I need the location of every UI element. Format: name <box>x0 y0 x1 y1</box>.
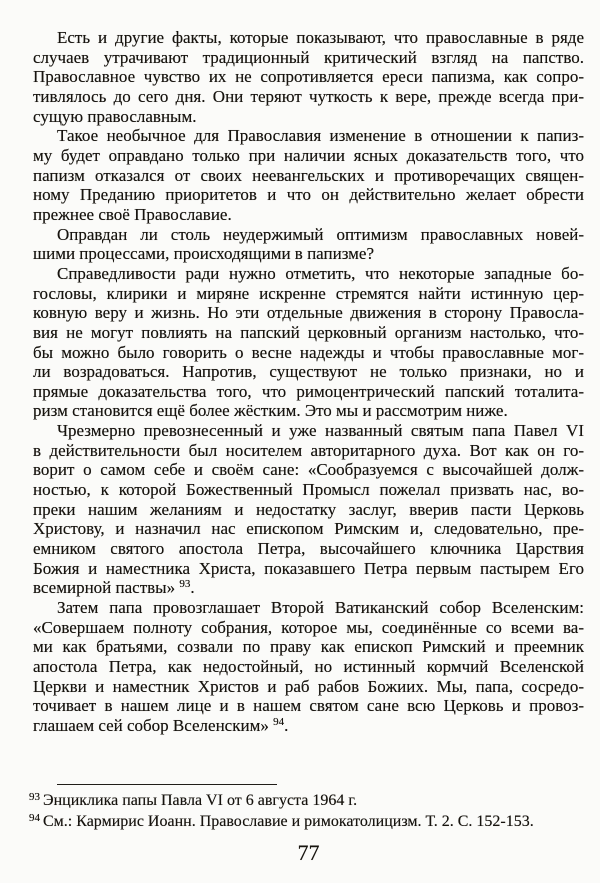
footnote-marker: 94 <box>29 811 40 824</box>
page-number: 77 <box>297 840 320 865</box>
text-line: тивлялось до сего дня. Они теряют чуткость к вере, прежде всегда при- <box>33 86 584 106</box>
footnote-separator <box>57 784 277 785</box>
text-line: точивает в нашем лице и в нашем святом сане всю Церковь и провоз- <box>33 696 584 716</box>
footnote-ref: 93 <box>179 578 191 591</box>
text-line: Православное чувство их не сопротивляется ереси папизма, как сопро- <box>33 67 584 87</box>
text-line: случаев утрачивают традиционный критический взгляд на папство. <box>33 47 584 67</box>
text-line: ному Преданию приоритетов и что он действительно желает обрести <box>33 185 584 205</box>
text-line: Затем папа провозглашает Второй Ватиканский собор Вселенским: <box>57 598 584 618</box>
text-line: сущую православным. <box>33 106 197 126</box>
text-line: ностью, к которой Божественный Промысл пожелал призвать нас, во- <box>33 480 584 500</box>
text-line: Есть и другие факты, которые показывают, что православные в ряде <box>57 28 584 47</box>
text-line: Такое необычное для Православия изменение в отношении к папиз- <box>57 126 584 146</box>
text-line: ковную веру и жизнь. Но эти отдельные движения в сторону Правосла- <box>33 303 584 323</box>
text-line: прямые доказательства того, что римоцентрический папский тоталита- <box>33 381 584 401</box>
paragraph <box>33 28 584 126</box>
text-line: Христову, и назначил нас епископом Римским и, следовательно, пре- <box>33 519 584 539</box>
text-line: ризм становится ещё более жёстким. Это мы и рассмотрим ниже. <box>33 401 508 421</box>
text-line: гословы, клирики и миряне искренне стремятся найти истинную цер- <box>33 283 584 303</box>
text-line: бы можно было говорить о весне надежды и чтобы православные мог- <box>33 342 584 362</box>
text-line: емником святого апостола Петра, высочайшего ключника Царствия <box>33 539 584 559</box>
footnote-ref: 94 <box>273 715 285 728</box>
text-line: Справедливости ради нужно отметить, что некоторые западные бо- <box>57 263 584 283</box>
text-line: ли возрадоваться. Напротив, существуют не только признаки, но и <box>33 362 584 382</box>
paragraph <box>33 225 584 264</box>
text-line: шими процессами, происходящими в папизме? <box>33 244 375 264</box>
text-line: прежнее своё Православие. <box>33 204 232 224</box>
text-line: вия не могут повлиять на папский церковный организм настолько, что- <box>33 322 584 342</box>
footnote <box>29 791 581 812</box>
footnote <box>29 812 581 833</box>
footnotes <box>29 791 581 833</box>
text-line: преки нашим желаниям и недостатку заслуг, вверив пасти Церковь <box>33 499 584 519</box>
body-text <box>33 28 584 736</box>
footnote-text: См.: Кармирис Иоанн. Православие и римокатолицизм. Т. 2. С. 152-153. <box>43 812 534 830</box>
text-line: Церкви и наместник Христов и раб рабов Божиих. Мы, папа, сосредо- <box>33 676 584 696</box>
text-line: Чрезмерно превознесенный и уже названный святым папа Павел VI <box>57 421 584 441</box>
text-line: папизм отказался от своих неевангельских и противоречащих священ- <box>33 165 584 185</box>
text-line: глашаем сей собор Вселенским» $^{94}$. <box>33 715 289 735</box>
text-line: ми как братьями, созвали по праву как епископ Римский и преемник <box>33 637 584 657</box>
paragraph <box>33 421 584 598</box>
footnote-text: Энциклика папы Павла VI от 6 августа 1964 г. <box>43 792 358 809</box>
paragraph <box>33 126 584 224</box>
text-line: Божия и наместника Христа, показавшего Петра первым пастырем Его <box>33 558 584 578</box>
text-line: всемирной паствы» $^{93}$. <box>33 578 195 598</box>
text-line: апостола Петра, как недостойный, но истинный кормчий Вселенской <box>33 657 584 676</box>
text-line: «Совершаем полноту собрания, которое мы, соединённые со всеми ва- <box>33 617 584 637</box>
paragraph <box>33 264 584 421</box>
text-line: Оправдан ли столь неудержимый оптимизм православных новей- <box>57 224 584 244</box>
footnote-marker: 93 <box>29 791 40 803</box>
text-line: в действительности был носителем авторитарного духа. Вот как он го- <box>33 440 584 460</box>
text-line: му будет оправдано только при наличии ясных доказательств того, что <box>33 145 584 165</box>
text-line: ворит о самом себе и своём сане: «Сообразуемся с высочайшей долж- <box>33 460 584 480</box>
paragraph <box>33 598 584 736</box>
